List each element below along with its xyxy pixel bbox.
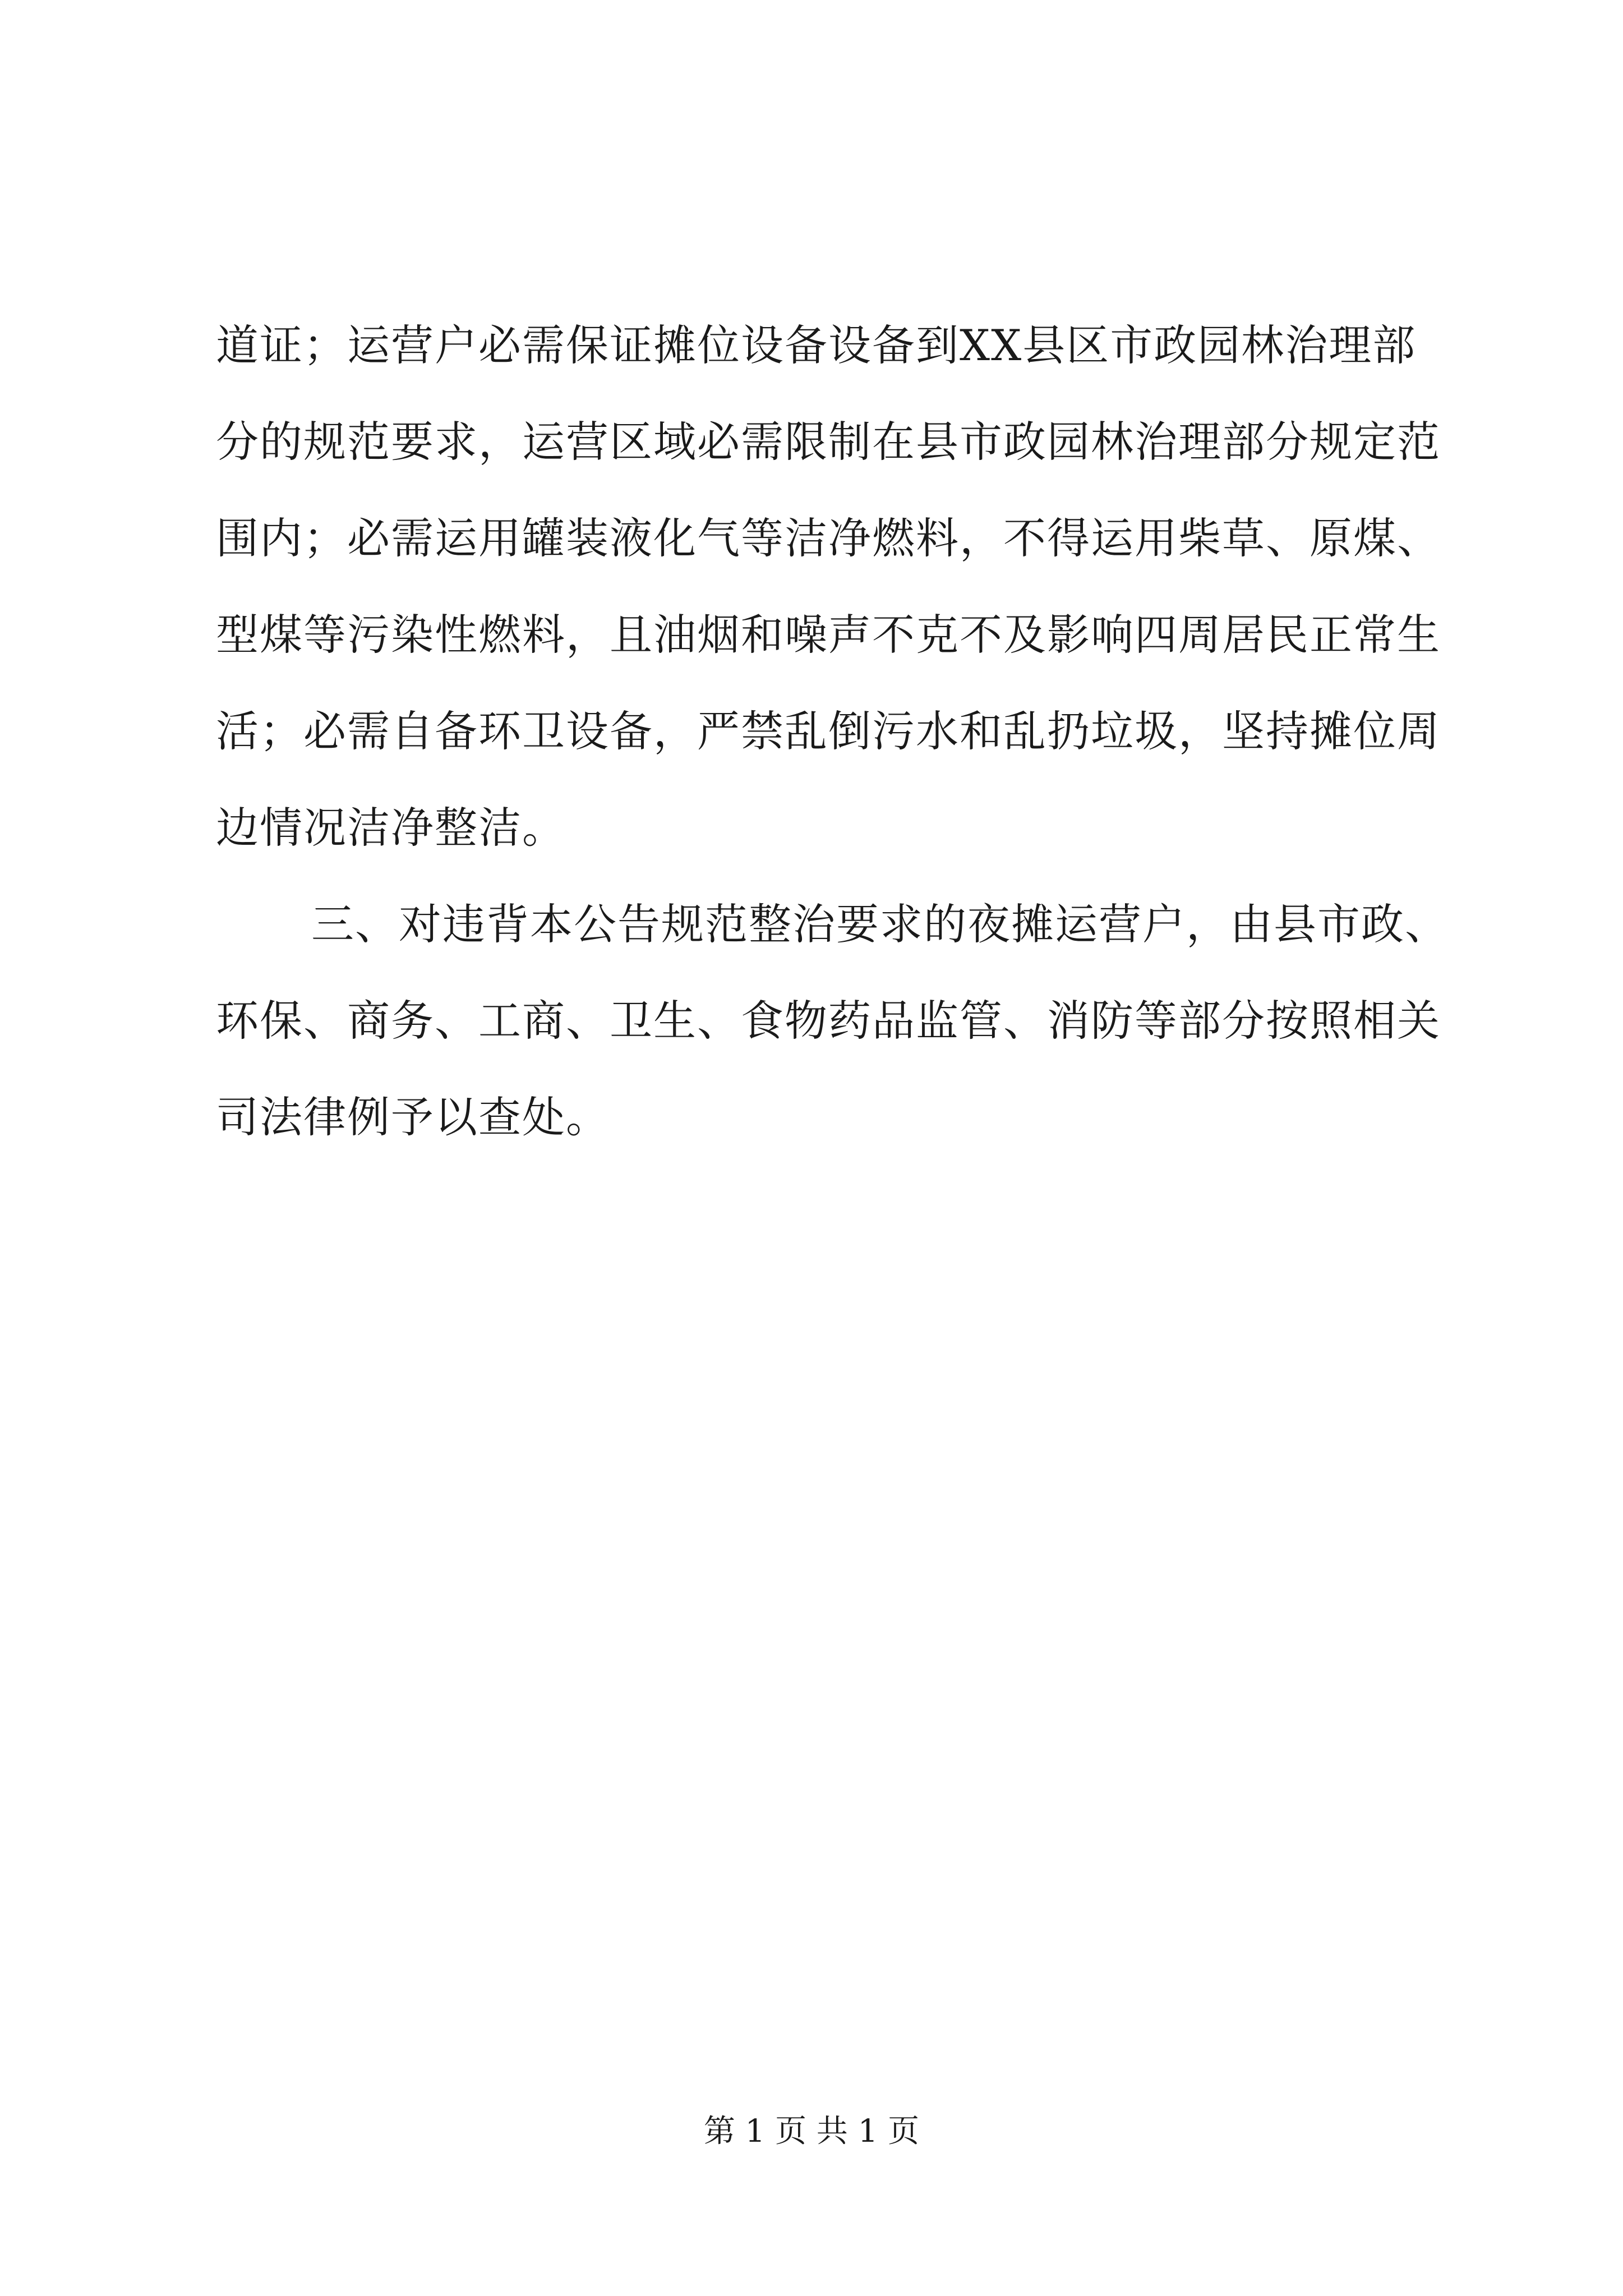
text-line: 分的规范要求，运营区域必需限制在县市政园林治理部分规定范 [216,417,1441,467]
text-line: 围内；必需运用罐装液化气等洁净燃料，不得运用柴草、原煤、 [216,513,1441,563]
document-body [216,297,1449,1166]
text-line: 活；必需自备环卫设备，严禁乱倒污水和乱扔垃圾，坚持摊位周 [216,706,1441,756]
text-line: 型煤等污染性燃料，且油烟和噪声不克不及影响四周居民正常生 [216,610,1441,660]
text-line: 三、对违背本公告规范整治要求的夜摊运营户，由县市政、 [311,899,1449,949]
page-number-footer: 第 1 页 共 1 页 [703,2113,920,2150]
text-line: 环保、商务、工商、卫生、食物药品监管、消防等部分按照相关 [216,996,1441,1046]
text-line: 司法律例予以查处。 [216,1092,610,1142]
text-line: 道证；运营户必需保证摊位设备设备到XX县区市政园林治理部 [216,320,1417,370]
text-line: 边情况洁净整洁。 [216,803,566,853]
